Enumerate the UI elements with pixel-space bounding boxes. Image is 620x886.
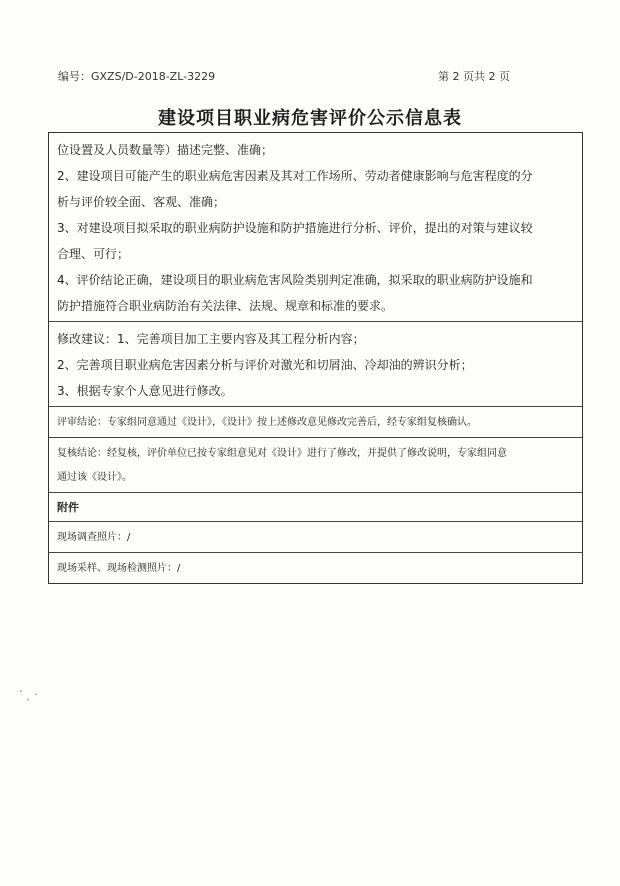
site-photos-row xyxy=(49,522,582,553)
review-content-line: 4、评价结论正确，建设项目的职业病危害风险类别判定准确，拟采取的职业病防护设施和 xyxy=(57,273,533,287)
review-conclusion-section xyxy=(49,407,582,438)
info-table xyxy=(48,132,583,584)
attachments-heading: 附件 xyxy=(57,501,79,514)
review-content-line: 位设置及人员数量等）描述完整、准确； xyxy=(57,143,274,157)
review-content-line: 析与评价较全面、客观、准确； xyxy=(57,195,226,209)
suggestion-line: 修改建议：1、完善项目加工主要内容及其工程分析内容； xyxy=(57,332,365,346)
sampling-photos-text: 现场采样、现场检测照片：/ xyxy=(57,563,181,574)
document-title: 建设项目职业病危害评价公示信息表 xyxy=(158,108,462,129)
review-content-line: 2、建设项目可能产生的职业病危害因素及其对工作场所、劳动者健康影响与危害程度的分 xyxy=(57,169,533,183)
review-content-line: 防护措施符合职业病防治有关法律、法规、规章和标准的要求。 xyxy=(57,299,394,313)
suggestion-line: 3、根据专家个人意见进行修改。 xyxy=(57,384,233,398)
recheck-conclusion-line: 通过该《设计》。 xyxy=(57,472,132,483)
stray-mark: ˊ ˎ · xyxy=(18,690,38,701)
review-content-line: 合理、可行； xyxy=(57,247,130,261)
document-number: 编号：GXZS/D-2018-ZL-3229 xyxy=(58,70,216,83)
suggestion-line: 2、完善项目职业病危害因素分析与评价对激光和切屑油、冷却油的辨识分析； xyxy=(57,358,473,372)
sampling-photos-row xyxy=(49,553,582,583)
review-content-section xyxy=(49,133,582,322)
attachments-heading-row xyxy=(49,493,582,522)
recheck-conclusion-section xyxy=(49,438,582,493)
site-photos-text: 现场调查照片：/ xyxy=(57,532,131,543)
review-content-line: 3、对建设项目拟采取的职业病防护设施和防护措施进行分析、评价，提出的对策与建议较 xyxy=(57,221,533,235)
recheck-conclusion-line: 复核结论：经复核，评价单位已按专家组意见对《设计》进行了修改，并提供了修改说明，专家组同意 xyxy=(57,448,507,459)
suggestions-section xyxy=(49,322,582,407)
review-conclusion-text: 评审结论：专家组同意通过《设计》，《设计》按上述修改意见修改完善后，经专家组复核确认。 xyxy=(57,417,477,428)
page-indicator: 第 2 页共 2 页 xyxy=(438,70,510,83)
